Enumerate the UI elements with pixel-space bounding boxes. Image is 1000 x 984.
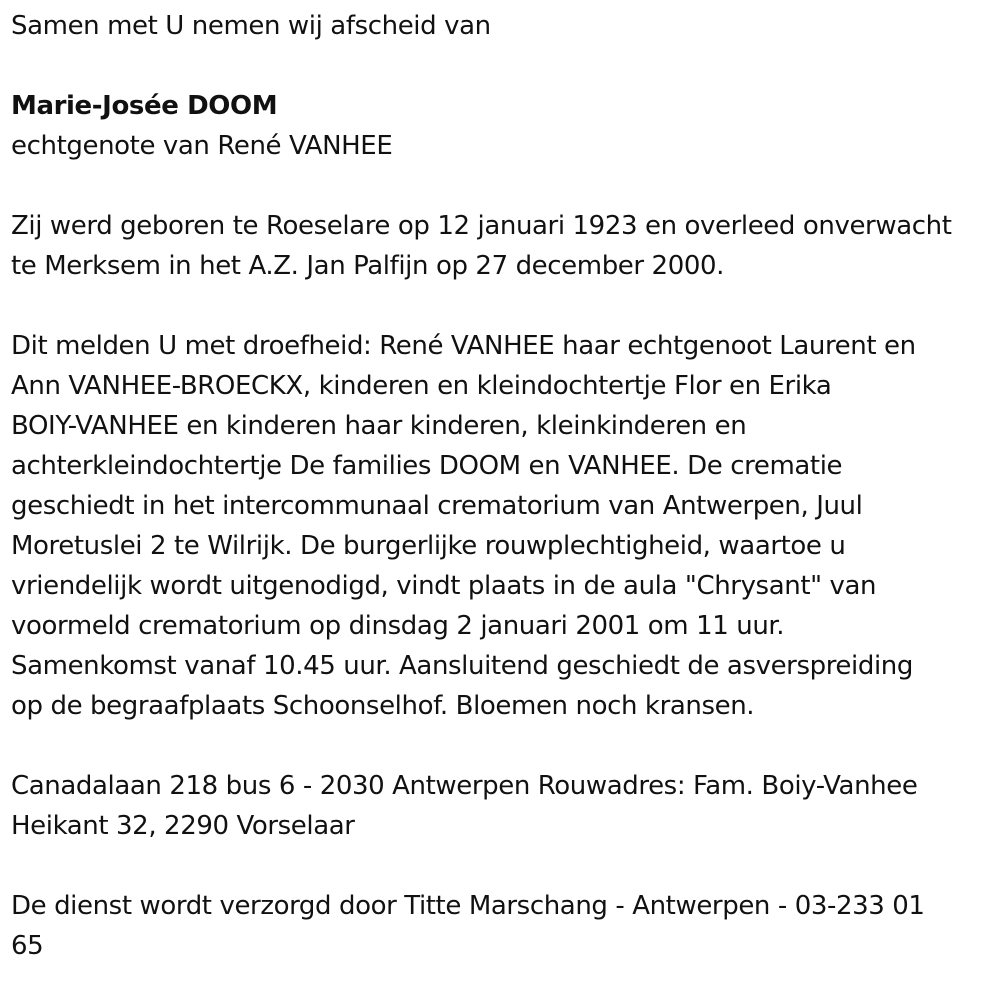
spacer xyxy=(11,286,1000,326)
paragraph-line: Heikant 32, 2290 Vorselaar xyxy=(11,811,355,841)
spacer xyxy=(11,726,1000,766)
paragraph-line: op de begraafplaats Schoonselhof. Bloemen noch kransen. xyxy=(11,691,755,721)
paragraph-line: te Merksem in het A.Z. Jan Palfijn op 27 december 2000. xyxy=(11,251,724,281)
paragraph-line: Moretuslei 2 te Wilrijk. De burgerlijke rouwplechtigheid, waartoe u xyxy=(11,531,846,561)
deceased-name: Marie-Josée DOOM xyxy=(11,91,278,121)
spacer xyxy=(11,46,1000,86)
birth-death-paragraph xyxy=(11,206,1000,286)
paragraph-line: Canadalaan 218 bus 6 - 2030 Antwerpen Rouwadres: Fam. Boiy-Vanhee xyxy=(11,771,918,801)
service-paragraph xyxy=(11,886,1000,966)
paragraph-line: geschiedt in het intercommunaal crematorium van Antwerpen, Juul xyxy=(11,491,863,521)
paragraph-line: Zij werd geboren te Roeselare op 12 januari 1923 en overleed onverwacht xyxy=(11,211,952,241)
paragraph-line: Dit melden U met droefheid: René VANHEE haar echtgenoot Laurent en xyxy=(11,331,916,361)
spacer xyxy=(11,166,1000,206)
paragraph-line: BOIY-VANHEE en kinderen haar kinderen, kleinkinderen en xyxy=(11,411,747,441)
paragraph-line: vriendelijk wordt uitgenodigd, vindt plaats in de aula "Chrysant" van xyxy=(11,571,877,601)
paragraph-line: Ann VANHEE-BROECKX, kinderen en kleindochtertje Flor en Erika xyxy=(11,371,832,401)
paragraph-line: achterkleindochtertje De families DOOM en VANHEE. De crematie xyxy=(11,451,843,481)
spouse-text: echtgenote van René VANHEE xyxy=(11,131,393,161)
spacer xyxy=(11,846,1000,886)
intro-text: Samen met U nemen wij afscheid van xyxy=(11,11,491,41)
paragraph-line: voormeld crematorium op dinsdag 2 januari 2001 om 11 uur. xyxy=(11,611,785,641)
paragraph-line: De dienst wordt verzorgd door Titte Marschang - Antwerpen - 03-233 01 xyxy=(11,891,925,921)
paragraph-line: Samenkomst vanaf 10.45 uur. Aansluitend geschiedt de asverspreiding xyxy=(11,651,913,681)
announcement-paragraph xyxy=(11,326,1000,726)
paragraph-line: 65 xyxy=(11,931,44,961)
address-paragraph xyxy=(11,766,1000,846)
